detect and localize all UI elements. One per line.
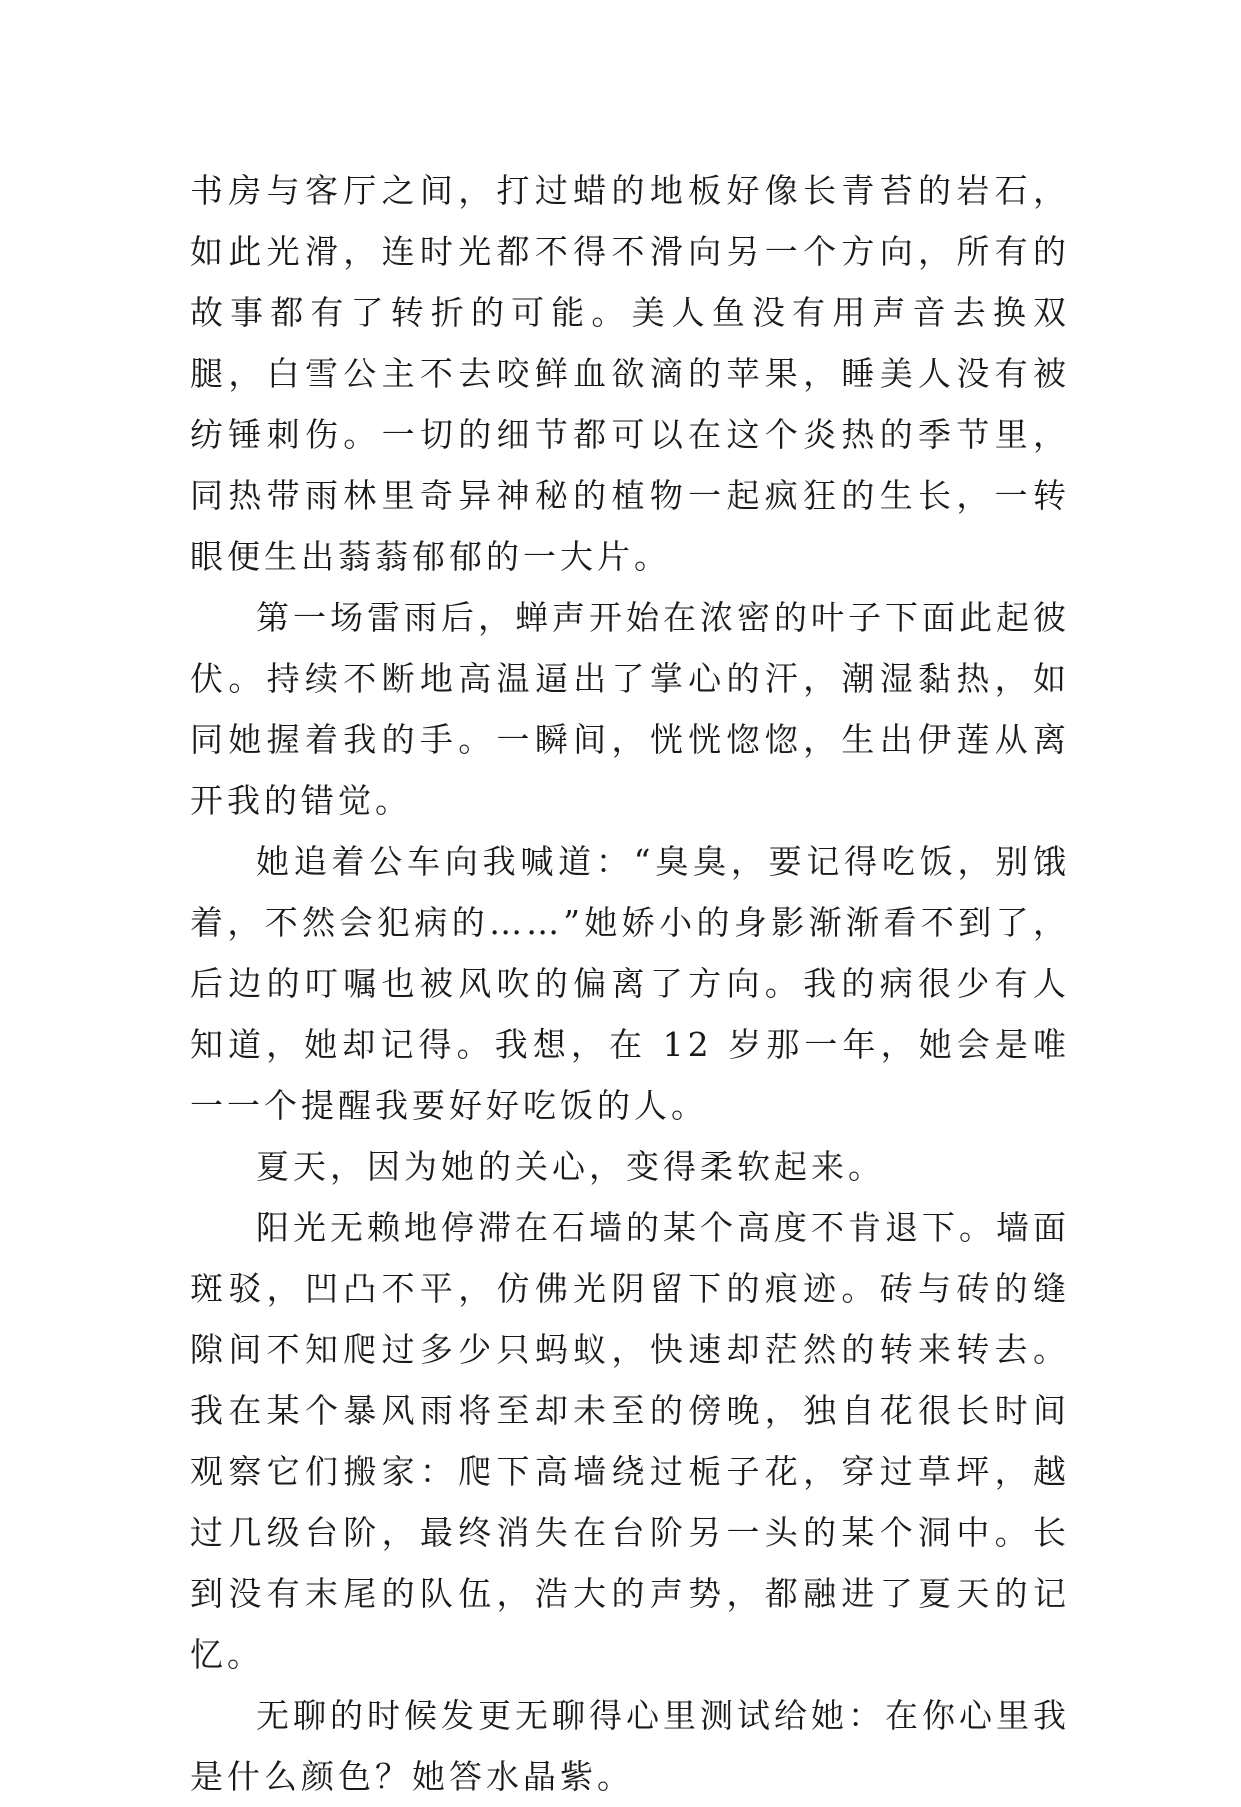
paragraph-4: 夏天，因为她的关心，变得柔软起来。 (256, 1147, 885, 1186)
body-text (190, 160, 1070, 1807)
paragraph-3: 她追着公车向我喊道：“臭臭，要记得吃饭，别饿着，不然会犯病的……”她娇小的身影渐渐看不到了，后边的叮嘱也被风吹的偏离了方向。我的病很少有人知道，她却记得。我想，在 12 岁那一年，她会是唯一一个提醒我要好好吃饭的人。 (190, 842, 1070, 1125)
paragraph-6: 无聊的时候发更无聊得心里测试给她：在你心里我是什么颜色？她答水晶紫。 (190, 1696, 1070, 1796)
paragraph-1: 书房与客厅之间，打过蜡的地板好像长青苔的岩石，如此光滑，连时光都不得不滑向另一个方向，所有的故事都有了转折的可能。美人鱼没有用声音去换双腿，白雪公主不去咬鲜血欲滴的苹果，睡美人没有被纺锤刺伤。一切的细节都可以在这个炎热的季节里，同热带雨林里奇异神秘的植物一起疯狂的生长，一转眼便生出蓊蓊郁郁的一大片。 (190, 171, 1070, 576)
paragraph-2: 第一场雷雨后，蝉声开始在浓密的叶子下面此起彼伏。持续不断地高温逼出了掌心的汗，潮湿黏热，如同她握着我的手。一瞬间，恍恍惚惚，生出伊莲从离开我的错觉。 (190, 598, 1070, 820)
paragraph-5: 阳光无赖地停滞在石墙的某个高度不肯退下。墙面斑驳，凹凸不平，仿佛光阴留下的痕迹。砖与砖的缝隙间不知爬过多少只蚂蚁，快速却茫然的转来转去。我在某个暴风雨将至却未至的傍晚，独自花很长时间观察它们搬家：爬下高墙绕过栀子花，穿过草坪，越过几级台阶，最终消失在台阶另一头的某个洞中。长到没有末尾的队伍，浩大的声势，都融进了夏天的记忆。 (190, 1208, 1070, 1674)
